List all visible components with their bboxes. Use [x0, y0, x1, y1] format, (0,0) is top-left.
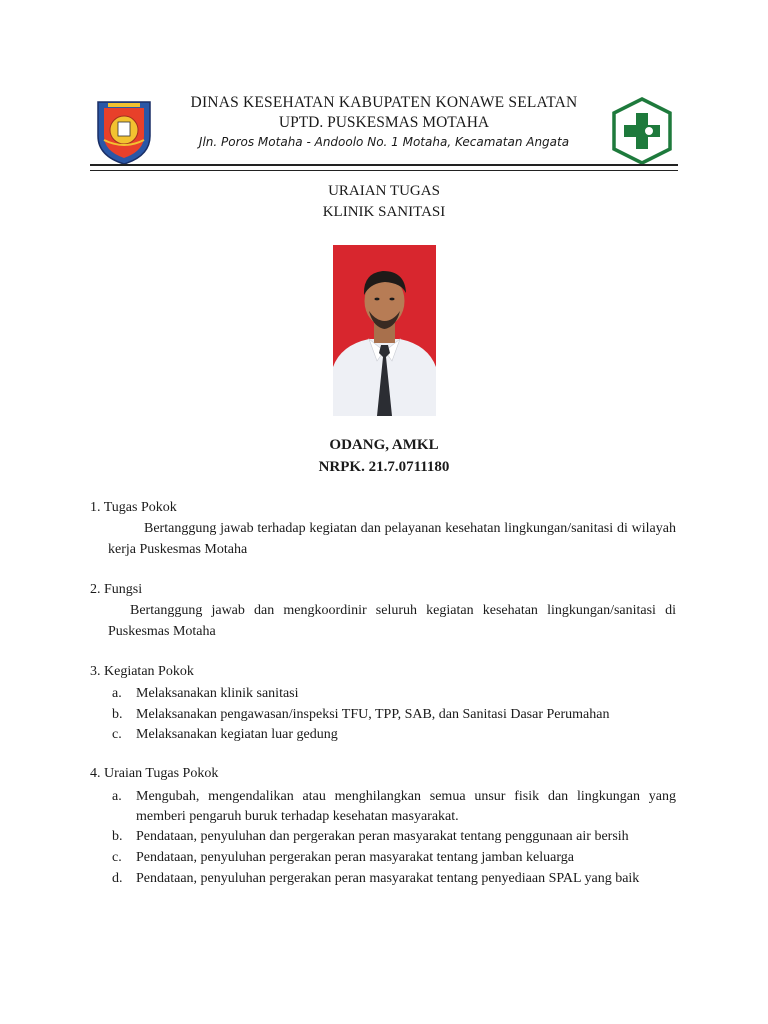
- portrait-photo: [333, 245, 436, 416]
- section-2-heading: 2. Fungsi: [90, 582, 143, 597]
- person-nrpk: NRPK. 21.7.0711180: [318, 459, 450, 475]
- list-marker: b.: [112, 829, 123, 844]
- list-item-text: Mengubah, mengendalikan atau menghilangkan semua unsur fisik dan lingkungan yang memberi pengaruh buruk terhadap kesehatan masyarakat.: [136, 789, 676, 824]
- header-divider-thin: [90, 170, 678, 171]
- list-item-text: Pendataan, penyuluhan dan pergerakan peran masyarakat tentang penggunaan air bersih: [136, 829, 629, 844]
- list-item-text: Pendataan, penyuluhan pergerakan peran masyarakat tentang jamban keluarga: [136, 850, 574, 865]
- header-divider-thick: [90, 164, 678, 166]
- list-marker: b.: [112, 707, 123, 722]
- list-item: [112, 705, 676, 725]
- list-marker: c.: [112, 727, 122, 742]
- list-item: [112, 869, 676, 889]
- section-1-text: Bertanggung jawab terhadap kegiatan dan pelayanan kesehatan lingkungan/sanitasi di wilayah kerja Puskesmas Motaha: [108, 521, 676, 557]
- list-item: [112, 848, 676, 868]
- list-item-text: Melaksanakan kegiatan luar gedung: [136, 727, 338, 742]
- list-item: [112, 725, 676, 745]
- list-marker: c.: [112, 850, 122, 865]
- section-3-heading: 3. Kegiatan Pokok: [90, 664, 194, 679]
- list-item-text: Melaksanakan pengawasan/inspeksi TFU, TPP, SAB, dan Sanitasi Dasar Perumahan: [136, 707, 610, 722]
- section-2-text: Bertanggung jawab dan mengkoordinir seluruh kegiatan kesehatan lingkungan/sanitasi di Puskesmas Motaha: [108, 603, 676, 639]
- list-item-text: Melaksanakan klinik sanitasi: [136, 686, 299, 701]
- header-agency-name: DINAS KESEHATAN KABUPATEN KONAWE SELATAN: [190, 94, 578, 111]
- section-4-heading: 4. Uraian Tugas Pokok: [90, 766, 219, 781]
- list-item: [112, 787, 676, 827]
- list-marker: a.: [112, 789, 122, 804]
- document-title: URAIAN TUGAS: [328, 183, 440, 199]
- puskesmas-logo-icon: [608, 96, 676, 166]
- header-puskesmas-name: UPTD. PUSKESMAS MOTAHA: [278, 114, 490, 131]
- list-item-text: Pendataan, penyuluhan pergerakan peran masyarakat tentang penyediaan SPAL yang baik: [136, 871, 640, 886]
- list-marker: a.: [112, 686, 122, 701]
- header-address: Jln. Poros Motaha - Andoolo No. 1 Motaha, Kecamatan Angata: [198, 135, 570, 149]
- list-item: [112, 684, 676, 704]
- person-name: ODANG, AMKL: [329, 437, 439, 453]
- list-marker: d.: [112, 871, 123, 886]
- list-item: [112, 827, 676, 847]
- konawe-selatan-emblem-icon: [94, 96, 154, 166]
- document-subtitle: KLINIK SANITASI: [322, 204, 446, 220]
- section-1-heading: 1. Tugas Pokok: [90, 500, 177, 515]
